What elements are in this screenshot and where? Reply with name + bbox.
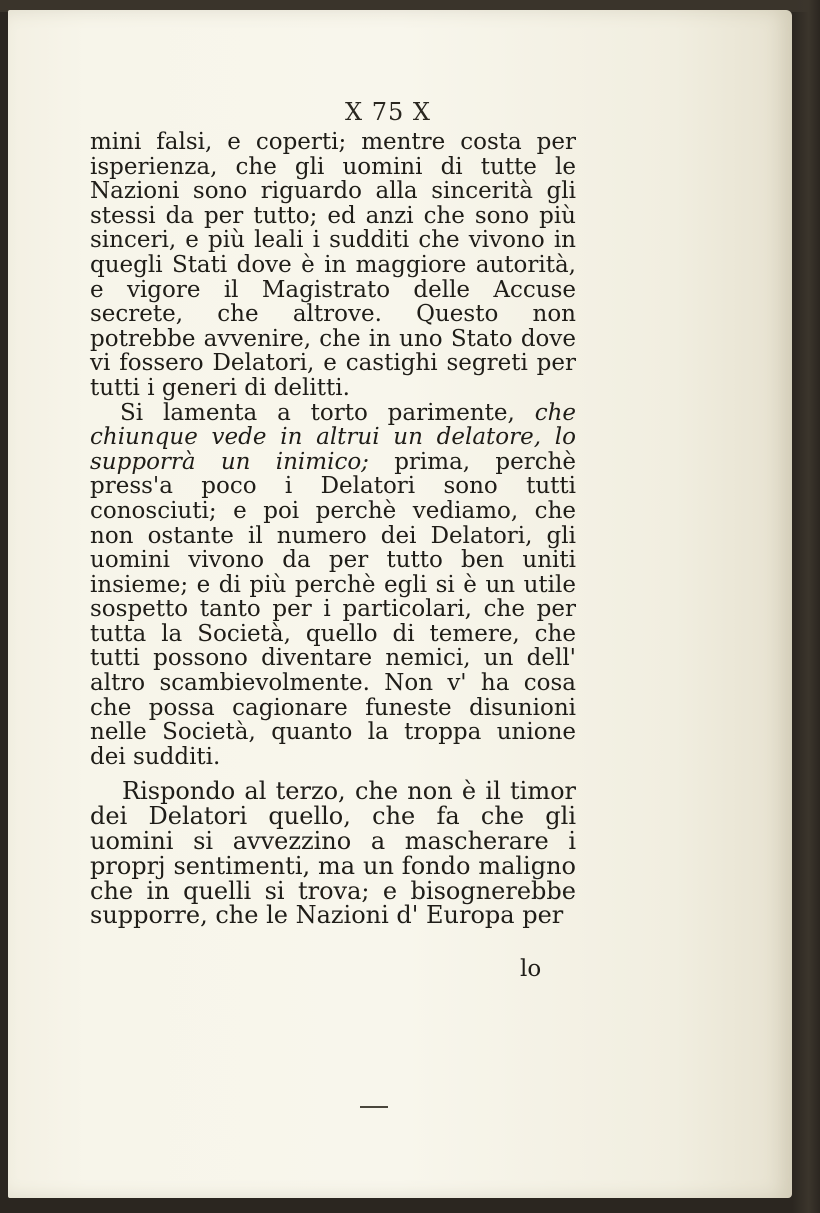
paragraph-2 (90, 401, 576, 770)
body-text (90, 130, 576, 928)
scan-right-edge (792, 0, 820, 1213)
paragraph-2-rest: prima, perchè press'a poco i Delatori sono tutti conosciuti; e poi perchè vediamo, che non ostante il numero dei Delatori, gli uomini vivono da per tutto ben uniti insieme; e di più perchè egli si è un utile sospetto tanto per i particolari, che per tutta la Società, quello di temere, che tutti possono diventare nemici, un dell' altro scambievolmente. Non v' ha cosa che possa cagionare funeste disunioni nelle Società, quanto la troppa unione dei sudditi. (90, 448, 576, 770)
page-number-header: X 75 X (345, 98, 431, 126)
paragraph-3: Rispondo al terzo, che non è il timor dei Delatori quello, che fa che gli uomini si avvezzino a mascherare i proprj sentimenti, ma un fondo maligno che in quelli si trova; e bisognerebbe supporre, che le Nazioni d' Europa per (90, 777, 576, 930)
page-dash-mark (360, 1106, 388, 1108)
catchword: lo (520, 956, 542, 982)
paragraph-2-italic-quote: che chiunque vede in altrui un delatore, lo supporrà un inimico; (90, 399, 576, 475)
paragraph-2-start: Si lamenta a torto parimente, (120, 399, 535, 426)
book-page (8, 10, 792, 1198)
paragraph-1: mini falsi, e coperti; mentre costa per isperienza, che gli uomini di tutte le Nazioni sono riguardo alla sincerità gli stessi da per tutto; ed anzi che sono più sinceri, e più leali i sudditi che vivono in quegli Stati dove è in maggiore autorità, e vigore il Magistrato delle Accuse secrete, che altrove. Questo non potrebbe avvenire, che in uno Stato dove vi fossero Delatori, e castighi segreti per tutti i generi di delitti. (90, 129, 576, 401)
